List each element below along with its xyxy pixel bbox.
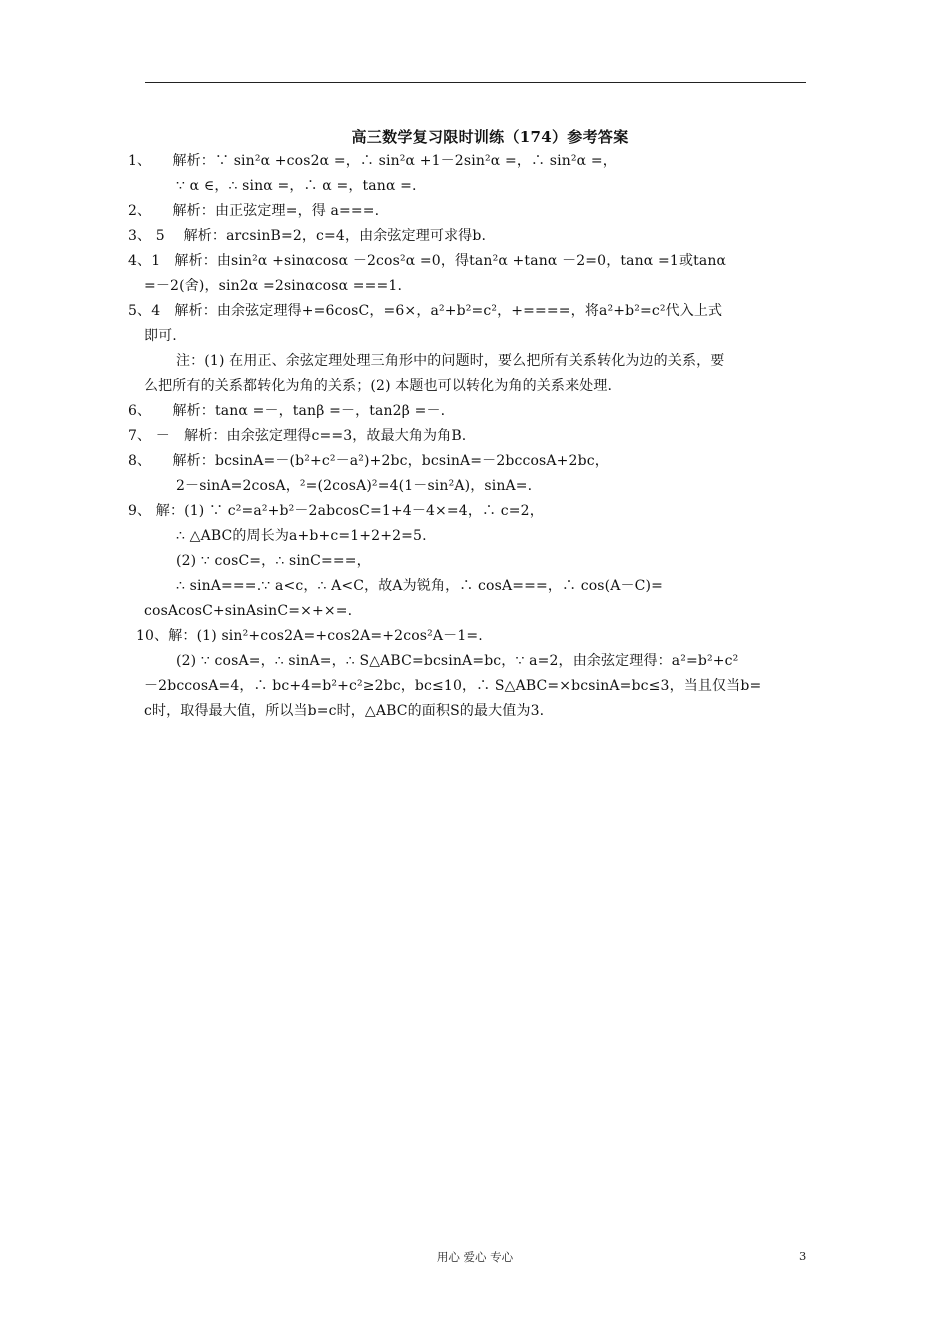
answer-3-line-1: 3、 5 解析：arcsinB=2，c=4，由余弦定理可求得b.	[128, 228, 487, 244]
answer-9-line-4: ∴ sinA===.∵ a<c，∴ A<C，故A为锐角，∴ cosA===，∴ cos(A－C)=	[176, 578, 664, 594]
answer-7-line-1: 7、 － 解析：由余弦定理得c==3，故最大角为角B.	[128, 428, 467, 444]
answer-9-line-5: cosAcosC+sinAsinC=×+×=.	[144, 603, 353, 619]
header-rule	[145, 82, 806, 83]
note-line-2: 么把所有的关系都转化为角的关系；(2) 本题也可以转化为角的关系来处理.	[144, 378, 613, 394]
page-number: 3	[799, 1249, 807, 1263]
answer-10-line-4: c时，取得最大值，所以当b=c时，△ABC的面积S的最大值为3.	[144, 703, 545, 719]
answer-4-line-2: =－2(舍)，sin2α =2sinαcosα ===1.	[144, 278, 403, 294]
footer-motto: 用心 爱心 专心	[436, 1250, 514, 1264]
answer-5-line-2: 即可.	[144, 328, 177, 344]
answer-9-line-2: ∴ △ABC的周长为a+b+c=1+2+2=5.	[176, 528, 427, 544]
answer-6-line-1: 6、 解析：tanα =－，tanβ =－，tan2β =－.	[128, 403, 446, 419]
answer-2-line-1: 2、 解析：由正弦定理=，得 a===.	[128, 203, 380, 219]
answer-5-line-1: 5、4 解析：由余弦定理得+=6cosC，=6×，a²+b²=c²，+====，将a²+b²=c²代入上式	[128, 303, 723, 319]
answer-1-line-2: ∵ α ∈，∴ sinα =，∴ α =，tanα =.	[176, 178, 417, 194]
answer-4-line-1: 4、1 解析：由sin²α +sinαcosα －2cos²α =0，得tan²α +tanα －2=0，tanα =1或tanα	[128, 253, 727, 269]
page-title: 高三数学复习限时训练（174）参考答案	[351, 128, 629, 146]
answer-10-line-3: －2bccosA=4，∴ bc+4=b²+c²≥2bc，bc≤10，∴ S△ABC=×bcsinA=bc≤3，当且仅当b=	[144, 678, 762, 694]
answer-10-line-1: 10、解：(1) sin²+cos2A=+cos2A=+2cos²A－1=.	[136, 628, 483, 644]
answer-1-line-1: 1、 解析：∵ sin²α +cos2α =，∴ sin²α +1－2sin²α =，∴ sin²α =，	[128, 153, 617, 169]
answer-10-line-2: (2) ∵ cosA=，∴ sinA=，∴ S△ABC=bcsinA=bc，∵ a=2，由余弦定理得：a²=b²+c²	[176, 653, 739, 669]
answer-9-line-3: (2) ∵ cosC=，∴ sinC===，	[176, 553, 371, 569]
answer-8-line-2: 2－sinA=2cosA，²=(2cosA)²=4(1－sin²A)，sinA=.	[176, 478, 533, 494]
note-line-1: 注：(1) 在用正、余弦定理处理三角形中的问题时，要么把所有关系转化为边的关系，要	[176, 353, 725, 369]
answer-9-line-1: 9、 解：(1) ∵ c²=a²+b²－2abcosC=1+4－4×=4，∴ c=2，	[128, 503, 544, 519]
answer-8-line-1: 8、 解析：bcsinA=－(b²+c²－a²)+2bc，bcsinA=－2bccosA+2bc，	[128, 453, 609, 469]
